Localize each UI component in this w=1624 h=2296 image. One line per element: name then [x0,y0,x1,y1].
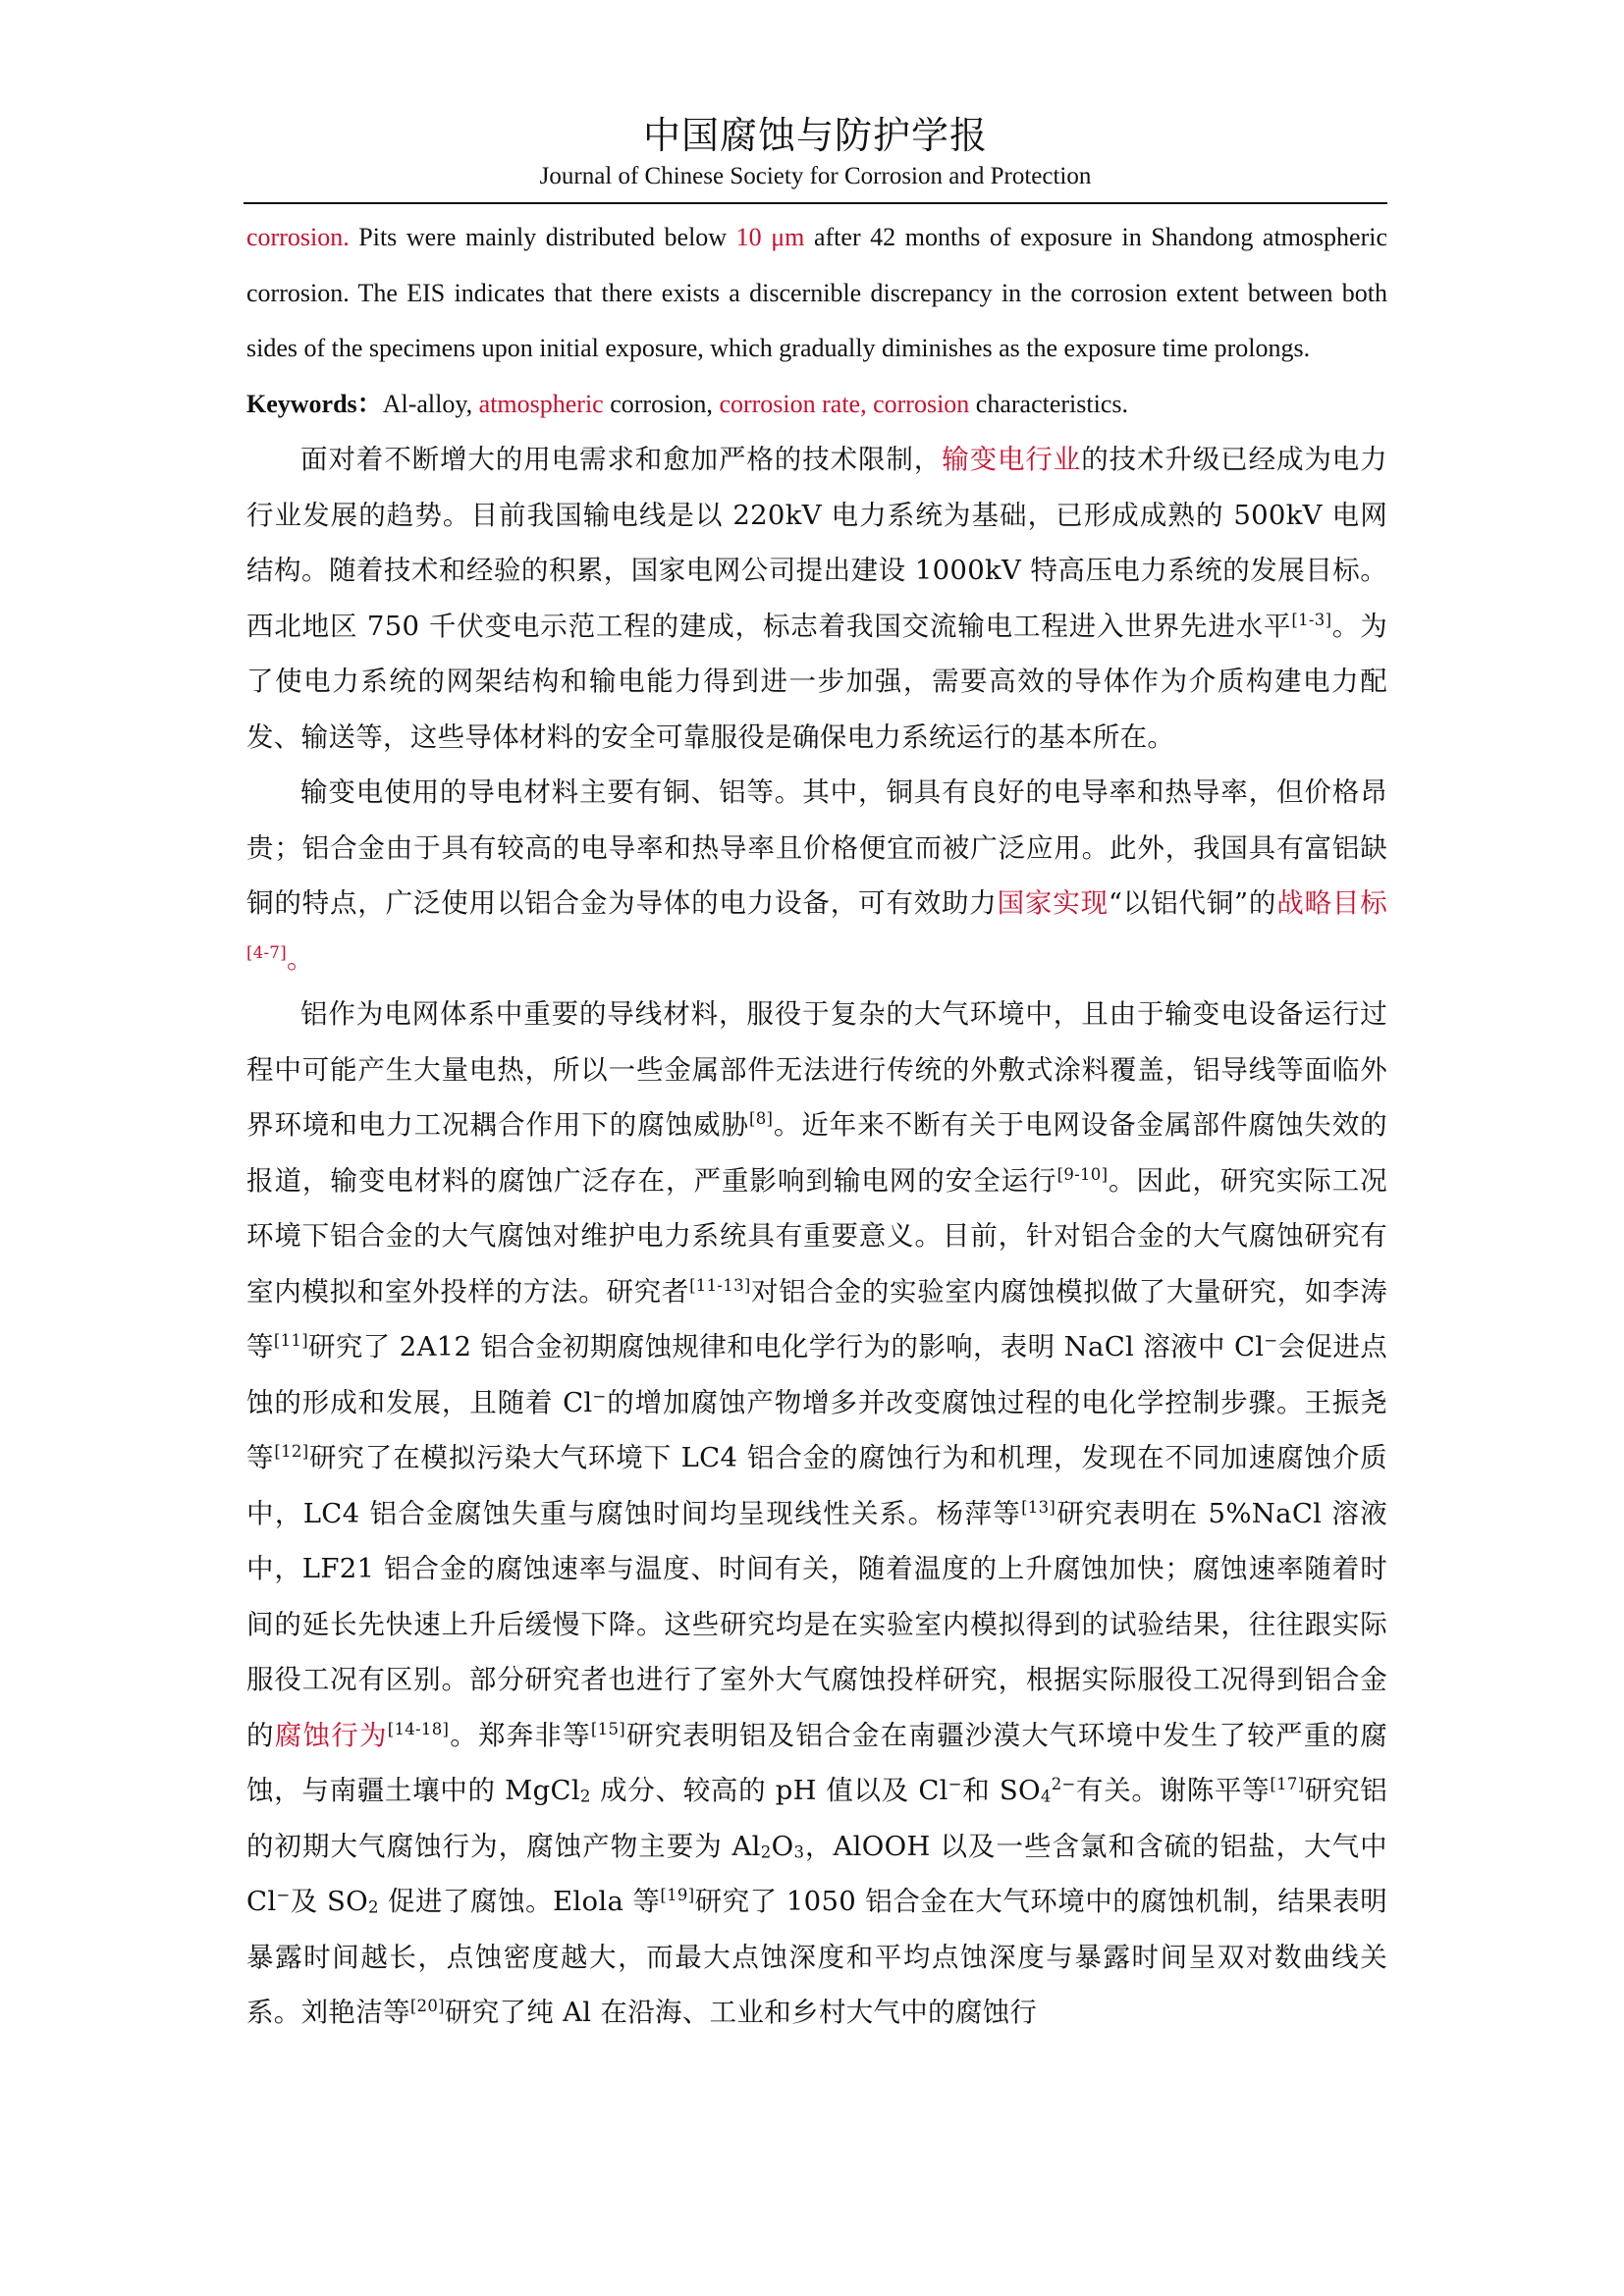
body-text: 有关。谢陈平等 [1075,1775,1271,1806]
keyword: Al-alloy, [382,389,479,418]
body-text: 研究了纯 Al 在沿海、工业和乡村大气中的腐蚀行 [444,1997,1038,2028]
body-text: 的技术升级已经成为电力行业发展的趋势。目前我国输电线是以 220kV 电力系统为基础，已形成成熟的 500kV 电网结构。随着技术和经验的积累，国家电网公司提出建设 1000kV 特高压电力系统的发展目标。西北地区 750 千伏变电示范工程的建成，标志着我国交流输电工程进入世界先进水平 [246,444,1387,642]
citation-ref: [9-10] [1056,1164,1109,1184]
citation-ref: [13] [1021,1497,1056,1517]
abstract-text: Pits were mainly distributed below [349,223,736,251]
citation-ref: [19] [660,1886,695,1905]
citation-ref: [12] [274,1442,309,1462]
highlight-text: 输变电行业 [942,444,1082,475]
subscript: 2 [579,1787,591,1806]
highlight-text: 10 μm [735,223,805,251]
citation-ref: [4-7] [246,942,287,962]
body-text: 。近年来不断有关于电网设备金属部件腐蚀失效的报道，输变电材料的腐蚀广泛存在，严重影响到输电网的安全运行 [246,1109,1387,1197]
body-text: 研究了 2A12 铝合金初期腐蚀规律和电化学行为的影响，表明 NaCl 溶液中 Cl [307,1331,1265,1362]
keywords-separator: ： [356,389,383,418]
highlight-text: 国家实现 [997,887,1109,919]
body-text: 研究了 1050 铝合金在大气环境中的腐蚀机制，结果表明暴露时间越长，点蚀密度越大，而最大点蚀深度和平均点蚀深度与暴露时间呈双对数曲线关系。刘艳洁等 [246,1886,1387,2028]
body-text: 。为了使电力系统的网架结构和输电能力得到进一步加强，需要高效的导体作为介质构建电力配发、输送等，这些导体材料的安全可靠服役是确保电力系统运行的基本所在。 [246,610,1388,753]
paragraph-intro [246,432,1387,765]
highlight-text: 。 [286,942,314,975]
body-text: 成分、较高的 pH 值以及 Cl [590,1775,948,1806]
subscript: 3 [793,1842,805,1861]
citation-ref: [11] [273,1331,308,1351]
body-text: 。郑奔非等 [449,1719,591,1751]
page-body [246,210,1387,2041]
body-text: 输变电使用的导电材料主要有铜、铝等。其中，铜具有良好的电导率和热导率，但价格昂贵；铝合金由于具有较高的电导率和热导率且价格便宜而被广泛应用。此外，我国具有富铝缺铜的特点，广泛使用以铝合金为导体的电力设备，可有效助力 [246,776,1387,919]
keyword: characteristics. [969,389,1128,418]
abstract-text: after 42 months of exposure in Shandong atmospheric corrosion. The EIS indicates that there exists a discernible discrepancy in the corrosion extent between both sides of the specimens upon initial exposure, which gradually diminishes as the exposure time prolongs. [246,223,1387,362]
body-text: 会促进点蚀的形成和发展，且随着 Cl [246,1331,1387,1418]
superscript: − [276,1886,291,1905]
superscript: − [947,1775,962,1794]
journal-title-english: Journal of Chinese Society for Corrosion and Protection [539,163,1092,189]
abstract-tail [246,210,1387,377]
body-text: 促进了腐蚀。Elola 等 [378,1886,661,1917]
paragraph-materials [246,765,1387,987]
citation-ref: [11-13] [689,1275,751,1295]
citation-ref: [15] [590,1719,625,1738]
keyword: atmospheric [478,389,604,418]
journal-header [244,110,1387,192]
keyword: corrosion rate, corrosion [719,389,970,418]
citation-ref: [8] [748,1109,774,1129]
paragraph-literature-review [246,987,1387,2041]
highlight-text: 战略目标 [1276,887,1388,919]
body-text: 及 SO [290,1886,368,1917]
subscript: 2 [760,1842,772,1861]
body-text: 的增加腐蚀产物增多并改变腐蚀过程的电化学控制步骤。王振尧等 [246,1386,1387,1473]
body-text: “以铝代铜”的 [1108,887,1277,919]
journal-title-chinese: 中国腐蚀与防护学报 [642,114,988,157]
highlight-text: 腐蚀行为 [274,1719,388,1751]
citation-ref: [17] [1270,1775,1305,1794]
superscript: − [1264,1331,1278,1351]
keyword: corrosion, [603,389,720,418]
body-text: 研究了在模拟污染大气环境下 LC4 铝合金的腐蚀行为和机理，发现在不同加速腐蚀介质中，LC4 铝合金腐蚀失重与腐蚀时间均呈现线性关系。杨萍等 [246,1442,1387,1529]
superscript: 2− [1051,1775,1076,1794]
body-text: 和 SO [961,1775,1041,1806]
superscript: − [592,1386,607,1406]
citation-ref: [1-3] [1291,610,1332,629]
body-text: ，AlOOH 以及一些含氯和含硫的铝盐，大气中 Cl [246,1830,1387,1917]
citation-ref: [20] [409,1997,445,2016]
keywords-line [246,377,1387,433]
body-text: 。因此，研究实际工况环境下铝合金的大气腐蚀对维护电力系统具有重要意义。目前，针对铝合金的大气腐蚀研究有室内模拟和室外投样的方法。研究者 [246,1164,1388,1308]
body-text: O [771,1830,794,1862]
body-text: 研究表明铝及铝合金在南疆沙漠大气环境中发生了较严重的腐蚀，与南疆土壤中的 MgCl [246,1719,1387,1806]
body-text: 对铝合金的实验室内腐蚀模拟做了大量研究，如李涛等 [246,1275,1387,1362]
body-text: 铝作为电网体系中重要的导线材料，服役于复杂的大气环境中，且由于输变电设备运行过程中可能产生大量电热，所以一些金属部件无法进行传统的外敷式涂料覆盖，铝导线等面临外界环境和电力工况耦合作用下的腐蚀威胁 [246,998,1387,1141]
body-text: 研究表明在 5%NaCl 溶液中，LF21 铝合金的腐蚀速率与温度、时间有关，随着温度的上升腐蚀加快；腐蚀速率随着时间的延长先快速上升后缓慢下降。这些研究均是在实验室内模拟得到的试验结果，往往跟实际服役工况有区别。部分研究者也进行了室外大气腐蚀投样研究，根据实际服役工况得到铝合金的 [246,1497,1387,1751]
subscript: 2 [368,1897,379,1917]
highlight-text: corrosion. [246,223,350,251]
keywords-label: Keywords [246,389,357,418]
body-text: 面对着不断增大的用电需求和愈加严格的技术限制， [300,444,943,475]
header-divider [244,202,1387,204]
subscript: 4 [1040,1787,1052,1806]
citation-ref: [14-18] [387,1719,450,1738]
body-text: 研究铝的初期大气腐蚀行为，腐蚀产物主要为 Al [246,1775,1387,1862]
